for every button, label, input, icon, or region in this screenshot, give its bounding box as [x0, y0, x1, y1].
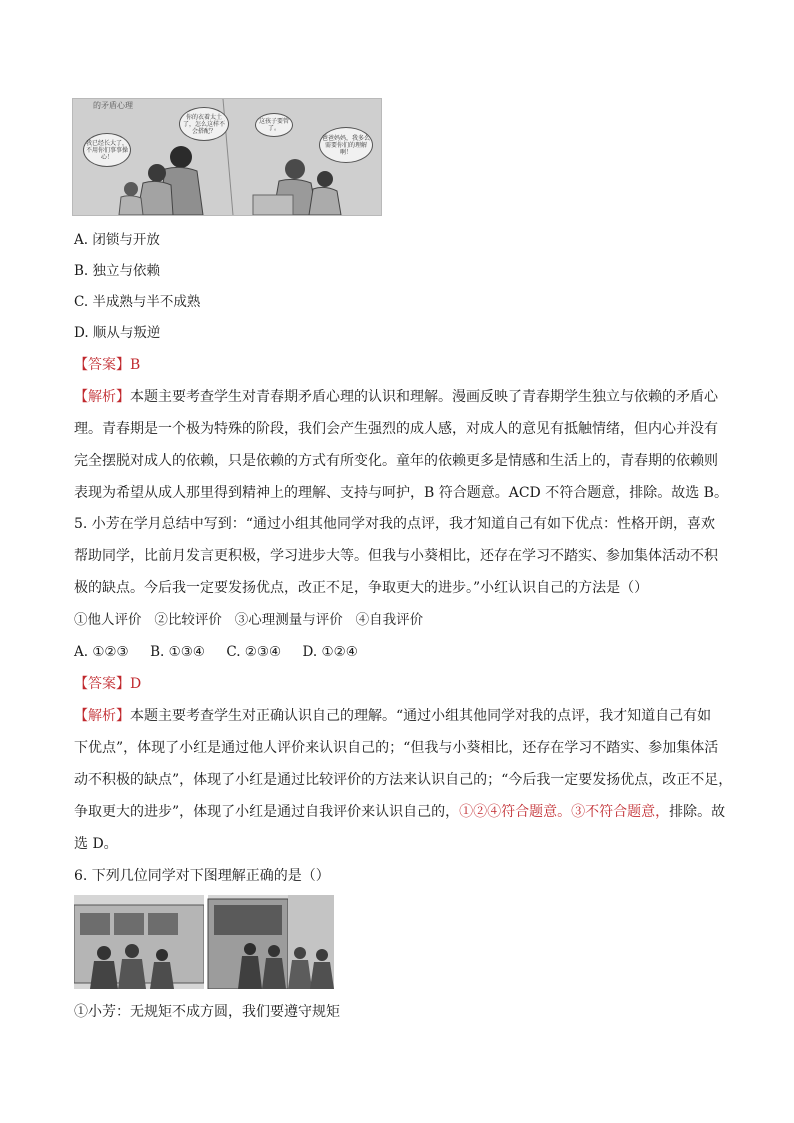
q4-option-c: C. 半成熟与半不成熟: [74, 294, 201, 310]
answer-label: 【答案】: [74, 676, 130, 692]
q5-options: A. ①②③ B. ①③④ C. ②③④ D. ①②④: [74, 644, 358, 660]
analysis-text: 本题主要考查学生对青春期矛盾心理的认识和理解。漫画反映了青春期学生独立与依赖的矛盾心: [130, 389, 718, 405]
q4-analysis-line-1: [74, 387, 734, 407]
q4-option-b: B. 独立与依赖: [74, 263, 161, 279]
q4-option-a: A. 闭锁与开放: [74, 232, 160, 248]
q6-stem: 6. 下列几位同学对下图理解正确的是（）: [74, 868, 330, 884]
q4-answer: [74, 355, 734, 375]
analysis-label: 【解析】: [74, 389, 130, 405]
speech-bubble-3: 这孩子要管了。: [255, 113, 293, 137]
q6-item-1: ①小芳：无规矩不成方圆，我们要遵守规矩: [74, 1004, 340, 1020]
q5-analysis-line-3: 动不积极的缺点”，体现了小红是通过比较评价的方法来认识自己的；“今后我一定要发扬优点，改正不足，: [74, 772, 733, 788]
speech-bubble-1: 我已经长大了，不用你们事事操心！: [83, 133, 131, 167]
q5-stem-line-3: 极的缺点。今后我一定要发扬优点，改正不足，争取更大的进步。”小红认识自己的方法是（）: [74, 580, 649, 596]
speech-bubble-2: 你的衣着太土了，怎么这样不会搭配？: [179, 107, 229, 141]
answer-label: 【答案】: [74, 357, 130, 373]
q4-analysis-line-2: 理。青春期是一个极为特殊的阶段，我们会产生强烈的成人感，对成人的意见有抵触情绪，但内心并没有: [74, 421, 718, 437]
analysis-text: 排除。故: [669, 804, 726, 820]
speech-bubble-4: 爸爸妈妈，我多么需要你们的理解啊！: [319, 127, 373, 163]
q5-answer: [74, 674, 734, 694]
bus-photo-illustration: [74, 895, 334, 989]
q5-analysis-line-4: [74, 802, 734, 822]
q5-stem-line-1: 5. 小芳在学月总结中写到：“通过小组其他同学对我的点评，我才知道自己有如下优点：性格开朗，喜欢: [74, 516, 715, 532]
q4-option-d: D. 顺从与叛逆: [74, 325, 161, 341]
answer-value: B: [130, 357, 141, 373]
q5-items: ①他人评价 ②比较评价 ③心理测量与评价 ④自我评价: [74, 612, 424, 628]
analysis-highlight: ①②④符合题意。③不符合题意，: [459, 804, 670, 820]
q4-analysis-line-4: 表现为希望从成人那里得到精神上的理解、支持与呵护，B 符合题意。ACD 不符合题意，排除。故选 B。: [74, 485, 728, 501]
q5-analysis-line-2: 下优点”，体现了小红是通过他人评价来认识自己的；“但我与小葵相比，还存在学习不踏实、参加集体活: [74, 740, 719, 756]
q4-analysis-line-3: 完全摆脱对成人的依赖，只是依赖的方式有所变化。童年的依赖更多是情感和生活上的，青春期的依赖则: [74, 453, 718, 469]
q5-analysis-line-5: 选 D。: [74, 836, 118, 852]
answer-value: D: [130, 676, 142, 692]
analysis-text: 本题主要考查学生对正确认识自己的理解。“通过小组其他同学对我的点评，我才知道自己有如: [130, 708, 712, 724]
analysis-label: 【解析】: [74, 708, 130, 724]
cartoon-figure: [72, 98, 382, 216]
q5-analysis-line-1: [74, 706, 734, 726]
bus-photo: [74, 895, 334, 989]
q5-stem-line-2: 帮助同学，比前月发言更积极，学习进步大等。但我与小葵相比，还存在学习不踏实、参加集体活动不积: [74, 548, 718, 564]
analysis-text: 争取更大的进步”，体现了小红是通过自我评价来认识自己的，: [74, 804, 460, 820]
figure-caption-fragment: 的矛盾心理: [93, 101, 133, 110]
